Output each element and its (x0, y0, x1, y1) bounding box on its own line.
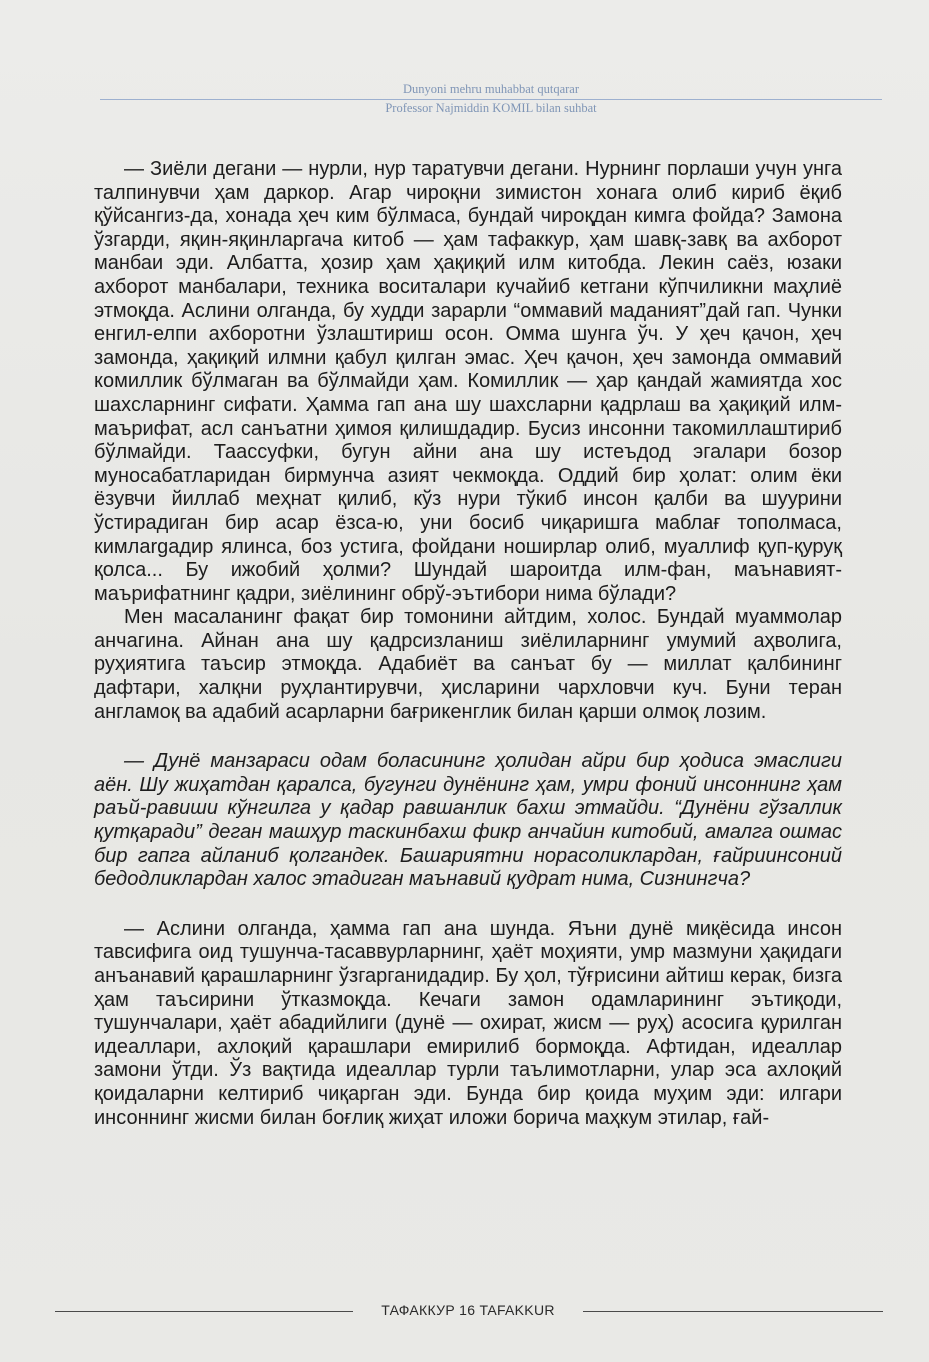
running-header (100, 82, 882, 116)
paragraph-answer-1: — Зиёли дегани — нурли, нур таратувчи дегани. Нурнинг порлаши учун унга талпинувчи ҳам даркор. Агар чироқни зимистон хонага олиб кириб ёқиб қўйсангиз-да, хонада ҳеч ким бўлмаса, бундай чироқдан кимга фойда? Замона ўзгарди, яқин-яқинларгача китоб — ҳам тафаккур, ҳам шавқ-завқ ва ахборот манбаи эди. Албатта, ҳозир ҳам ҳақиқий илм китобда. Лекин саёз, юзаки ахборот манбалари, техника воситалари кучайиб кетгани кўпчиликни маҳлиё этмоқда. Аслини олганда, бу худди зарарли “оммавий маданият”дай гап. Чунки енгил-елпи ахборотни ўзлаштириш осон. Омма шунга ўч. У ҳеч қачон, ҳеч замонда, ҳақиқий илмни қабул қилган эмас. Ҳеч қачон, ҳеч замонда оммавий комиллик бўлмаган ва бўлмайди ҳам. Комиллик — ҳар қандай жамиятда хос шахсларнинг сифати. Ҳамма гап ана шу шахсларни қадрлаш ва ҳақиқий илм-маърифат, асл санъатни ҳимоя қилишдадир. Бусиз инсонни такомиллаштириб бўлмайди. Таассуфки, бугун айни ана шу истеъдод эгалари бозор муносабатларидан бирмунча азият чекмоқда. Оддий бир ҳолат: олим ёки ёзувчи йиллаб меҳнат қилиб, кўз нури тўкиб инсон қалби ва шуурини ўстирадиган бир асар ёзса-ю, уни босиб чиқаришга маблағ тополмаса, кимлargадир ялинса, боз устига, фойдани ноширлар олиб, муаллиф қуп-қуруқ қолса... Бу ижобий ҳолми? Шундай шароитда илм-фан, маънавият-маърифатнинг қадри, зиёлининг обрў-эътибори нима бўлади? (94, 158, 842, 605)
paragraph-question: — Дунё манзараси одам боласининг ҳолидан айри бир ҳодиса эмаслиги аён. Шу жиҳатдан қаралса, бугунги дунёнинг ҳам, умри фоний инсоннинг ҳам раъй-равиши кўнгилга у қадар равшанлик бахш этмайди. “Дунёни гўзаллик қутқаради” деган машҳур таскинбахш фикр анчайин китобий, амалга ошмас бир гапга айланиб қолгандек. Башариятни норасоликлардан, ғайриинсоний бедодликлардан халос этадиган маънавий қудрат нима, Сизнингча? (94, 750, 842, 891)
header-line-1: Dunyoni mehru muhabbat qutqarar (403, 82, 579, 96)
page-footer (55, 1300, 885, 1326)
header-rule (100, 99, 882, 100)
header-line-2: Professor Najmiddin KOMIL bilan suhbat (385, 101, 597, 115)
paragraph-answer-2: Мен масаланинг фақат бир томонини айтдим, холос. Бундай муаммолар анчагина. Айнан ана шу қадрсизланиш зиёлиларнинг умумий аҳволига, руҳиятига таъсир этмоқда. Адабиёт ва санъат бу — миллат қалбининг дафтари, халқни руҳлантирувчи, ҳисларини чархловчи куч. Буни теран англамоқ ва адабий асарларни бағрикенглик билан қарши олмоқ лозим. (94, 606, 842, 723)
paragraph-answer-3: — Аслини олганда, ҳамма гап ана шунда. Яъни дунё миқёсида инсон тавсифига оид тушунча-тасаввурларнинг, ҳаёт моҳияти, умр мазмуни ҳақидаги анъанавий қарашларнинг ўзгарганидадир. Бу ҳол, тўғрисини айтиш керак, бизга ҳам таъсирини ўтказмоқда. Кечаги замон одамларининг эътиқоди, тушунчалари, ҳаёт абадийлиги (дунё — охират, жисм — руҳ) асосига қурилган идеаллари, ахлоқий қарашлари емирилиб бормоқда. Афтидан, идеаллар замони ўтди. Ўз вақтида идеаллар турли таълимотларни, улар эса ахлоқий қоидаларни келтириб чиқарган эди. Бунда бир қоида муҳим эди: илгари инсоннинг жисми билан боғлиқ жиҳат иложи борича маҳкум этилар, ғай- (94, 917, 842, 1129)
footer-label: ТАФАККУР 16 TAFAKKUR (381, 1302, 555, 1318)
footer-rule-right (583, 1311, 883, 1312)
footer-rule-left (55, 1311, 353, 1312)
article-body (94, 158, 842, 1130)
